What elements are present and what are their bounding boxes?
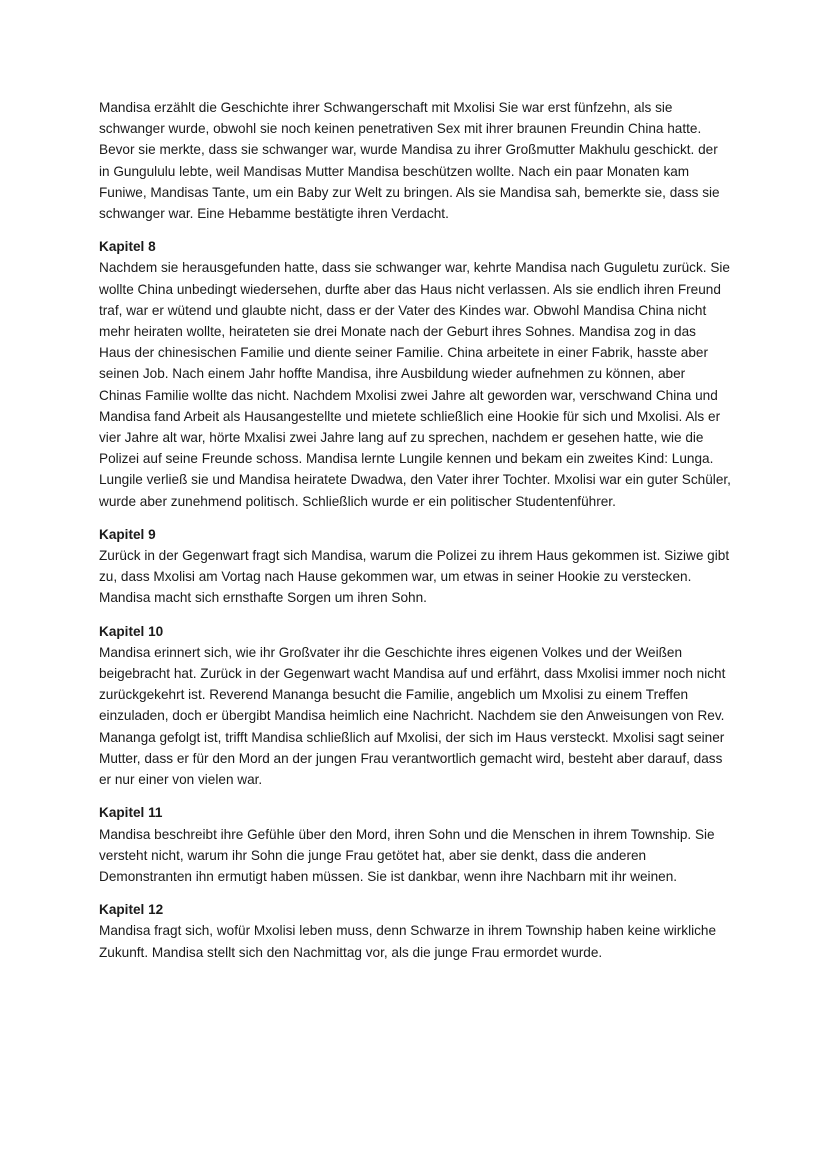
section-heading: Kapitel 10 [99,623,164,639]
section-paragraph: Nachdem sie herausgefunden hatte, dass sie schwanger war, kehrte Mandisa nach Guguletu zurück. Sie wollte China unbedingt wiedersehen, durfte aber das Haus nicht verlassen. Als sie endlich ihren Freund traf, war er wütend und glaubte nicht, dass er der Vater des Kindes war. Obwohl Mandisa China nicht mehr heiraten wollte, heirateten sie drei Monate nach der Geburt ihres Sohnes. Mandisa zog in das Haus der chinesischen Familie und diente seiner Familie. China arbeitete in einer Fabrik, hasste aber seinen Job. Nach einem Jahr hoffte Mandisa, ihre Ausbildung wieder aufnehmen zu können, aber Chinas Familie wollte das nicht. Nachdem Mxolisi zwei Jahre alt geworden war, verschwand China und Mandisa fand Arbeit als Hausangestellte und mietete schließlich eine Hookie für sich und Mxolisi. Als er vier Jahre alt war, hörte Mxalisi zwei Jahre lang auf zu sprechen, nachdem er gesehen hatte, wie die Polizei auf seine Freunde schoss. Mandisa lernte Lungile kennen und bekam ein zweites Kind: Lunga. Lungile verließ sie und Mandisa heiratete Dwadwa, den Vater ihrer Tochter. Mxolisi war ein guter Schüler, wurde aber zunehmend politisch. Schließlich wurde er ein politischer Studentenführer. [99,260,731,509]
section-kapitel-11 [99,802,731,887]
section-paragraph: Mandisa fragt sich, wofür Mxolisi leben muss, denn Schwarze in ihrem Township haben keine wirkliche Zukunft. Mandisa stellt sich den Nachmittag vor, als die junge Frau ermordet wurde. [99,923,717,960]
section-paragraph: Mandisa erinnert sich, wie ihr Großvater ihr die Geschichte ihres eigenen Volkes und der Weißen beigebracht hat. Zurück in der Gegenwart wacht Mandisa auf und erfährt, dass Mxolisi immer noch nicht zurückgekehrt ist. Reverend Mananga besucht die Familie, angeblich um Mxolisi zu einem Treffen einzuladen, doch er übergibt Mandisa heimlich eine Nachricht. Nachdem sie den Anweisungen von Rev. Mananga gefolgt ist, trifft Mandisa schließlich auf Mxolisi, der sich im Haus versteckt. Mxolisi sagt seiner Mutter, dass er für den Mord an der jungen Frau verantwortlich gemacht wird, besteht aber darauf, dass er nur einer von vielen war. [99,644,726,788]
section-paragraph: Zurück in der Gegenwart fragt sich Mandisa, warum die Polizei zu ihrem Haus gekommen ist. Siziwe gibt zu, dass Mxolisi am Vortag nach Hause gekommen war, um etwas in seiner Hookie zu verstecken. Mandisa macht sich ernsthafte Sorgen um ihren Sohn. [99,548,730,606]
section-heading: Kapitel 12 [99,902,164,918]
section-kapitel-8 [99,236,731,512]
document-page [99,97,731,963]
section-kapitel-12 [99,899,731,963]
section-heading: Kapitel 8 [99,239,156,255]
section-kapitel-10 [99,621,731,791]
intro-paragraph: Mandisa erzählt die Geschichte ihrer Schwangerschaft mit Mxolisi Sie war erst fünfzehn, als sie schwanger wurde, obwohl sie noch keinen penetrativen Sex mit ihrer braunen Freundin China hatte. Bevor sie merkte, dass sie schwanger war, wurde Mandisa zu ihrer Großmutter Makhulu geschickt. der in Gungululu lebte, weil Mandisas Mutter Mandisa beschützen wollte. Nach ein paar Monaten kam Funiwe, Mandisas Tante, um ein Baby zur Welt zu bringen. Als sie Mandisa sah, bemerkte sie, dass sie schwanger war. Eine Hebamme bestätigte ihren Verdacht. [99,100,720,222]
section-heading: Kapitel 9 [99,526,156,542]
section-paragraph: Mandisa beschreibt ihre Gefühle über den Mord, ihren Sohn und die Menschen in ihrem Township. Sie versteht nicht, warum ihr Sohn die junge Frau getötet hat, aber sie denkt, dass die anderen Demonstranten ihn ermutigt haben müssen. Sie ist dankbar, wenn ihre Nachbarn mit ihr weinen. [99,826,715,884]
section-heading: Kapitel 11 [99,805,163,821]
section-kapitel-9 [99,524,731,609]
